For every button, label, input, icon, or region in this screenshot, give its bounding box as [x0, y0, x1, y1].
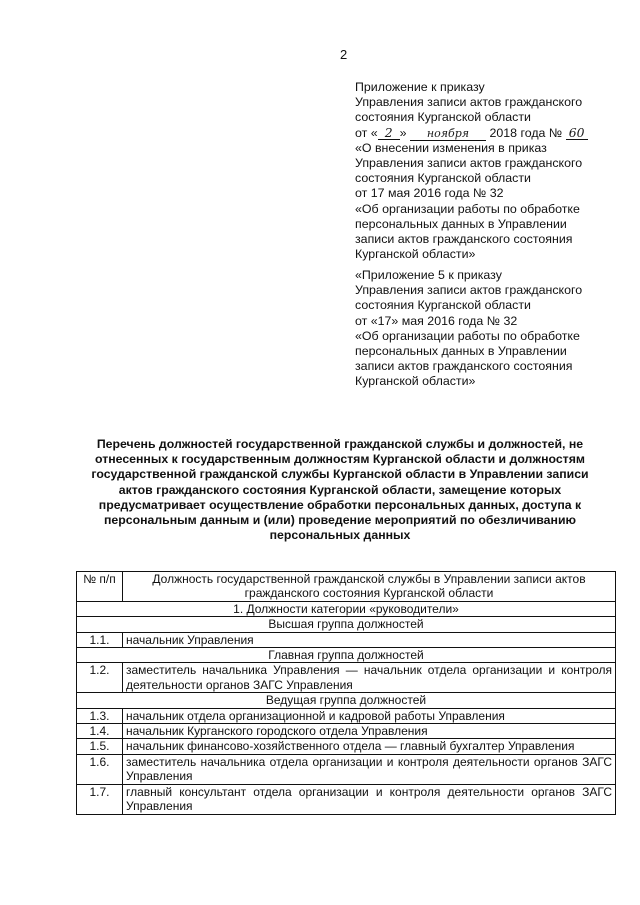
appendix-line: персональных данных в Управлении	[355, 216, 567, 231]
appendix-line: записи актов гражданского состояния	[355, 232, 573, 247]
table-row	[77, 724, 616, 739]
appendix5-line: записи актов гражданского состояния	[355, 359, 573, 374]
row-text: заместитель начальника отдела организации и контроля деятельности органов ЗАГС Управления	[123, 754, 616, 784]
document-title	[70, 437, 610, 543]
row-text: начальник Курганского городского отдела Управления	[123, 724, 616, 739]
positions-table	[76, 571, 616, 815]
group-row	[77, 693, 616, 708]
row-num: 1.2.	[77, 663, 123, 693]
appendix-line: Управления записи актов гражданского	[355, 156, 583, 171]
row-num: 1.3.	[77, 708, 123, 723]
table-row	[77, 708, 616, 723]
date-suffix: 2018 года №	[489, 125, 563, 140]
appendix5-line: состояния Курганской области	[355, 298, 531, 313]
handwritten-order-number: 60	[566, 126, 588, 140]
category-row	[77, 601, 616, 616]
group-label: Высшая группа должностей	[77, 617, 616, 632]
row-text: заместитель начальника Управления — начальник отдела организации и контроля деятельности органов ЗАГС Управления	[123, 663, 616, 693]
row-text: начальник отдела организационной и кадровой работы Управления	[123, 708, 616, 723]
appendix5-line: Управления записи актов гражданского	[355, 283, 583, 298]
appendix5-line: «Приложение 5 к приказу	[355, 268, 502, 282]
appendix-line: «О внесении изменения в приказ	[355, 140, 547, 155]
title-line: государственной гражданской службы Курганской области в Управлении записи	[91, 467, 589, 482]
title-line: актов гражданского состояния Курганской области, замещение которых	[118, 482, 562, 497]
table-row	[77, 784, 616, 814]
appendix-line: состояния Курганской области	[355, 171, 531, 186]
appendix5-line: персональных данных в Управлении	[355, 344, 567, 359]
appendix-line: Приложение к приказу	[355, 80, 485, 94]
group-label: Главная группа должностей	[77, 648, 616, 663]
table-header-row	[77, 572, 616, 602]
appendix5-line: Курганской области»	[355, 374, 476, 389]
row-num: 1.6.	[77, 754, 123, 784]
appendix-line: «Об организации работы по обработке	[355, 201, 580, 216]
group-row	[77, 648, 616, 663]
table-row	[77, 663, 616, 693]
appendix5-line: от «17» мая 2016 года № 32	[355, 313, 518, 328]
row-num: 1.7.	[77, 784, 123, 814]
page-number: 2	[340, 47, 348, 62]
title-line: персональных данных	[269, 528, 411, 543]
header-position: Должность государственной гражданской службы в Управлении записи актов гражданского состояния Курганской области	[123, 572, 616, 602]
title-line: отнесенных к государственным должностям Курганской области и должностям	[95, 452, 585, 467]
handwritten-day: 2	[378, 126, 400, 140]
title-line: предусматривает осуществление обработки персональных данных, доступа к	[98, 497, 582, 512]
row-text: начальник Управления	[123, 632, 616, 647]
appendix-header	[355, 80, 625, 262]
handwritten-month: ноября	[410, 127, 486, 141]
group-row	[77, 617, 616, 632]
appendix-line: состояния Курганской области	[355, 110, 531, 125]
order-date-line	[355, 126, 625, 141]
row-num: 1.5.	[77, 739, 123, 754]
title-line: персональным данным и (или) проведение мероприятий по обезличиванию	[103, 513, 577, 528]
title-line: Перечень должностей государственной гражданской службы и должностей, не	[96, 437, 584, 451]
table-row	[77, 739, 616, 754]
date-prefix: от «	[355, 125, 378, 140]
date-mid: »	[399, 125, 407, 140]
row-num: 1.4.	[77, 724, 123, 739]
table-row	[77, 632, 616, 647]
row-num: 1.1.	[77, 632, 123, 647]
appendix5-header	[355, 268, 625, 390]
appendix-line: Курганской области»	[355, 247, 476, 262]
appendix5-line: «Об организации работы по обработке	[355, 328, 580, 343]
appendix-line: Управления записи актов гражданского	[355, 95, 583, 110]
table-row	[77, 754, 616, 784]
appendix-line: от 17 мая 2016 года № 32	[355, 186, 504, 201]
row-text: главный консультант отдела организации и контроля деятельности органов ЗАГС Управления	[123, 784, 616, 814]
category-label: 1. Должности категории «руководители»	[77, 601, 616, 616]
group-label: Ведущая группа должностей	[77, 693, 616, 708]
row-text: начальник финансово-хозяйственного отдела — главный бухгалтер Управления	[123, 739, 616, 754]
header-num: № п/п	[77, 572, 123, 602]
